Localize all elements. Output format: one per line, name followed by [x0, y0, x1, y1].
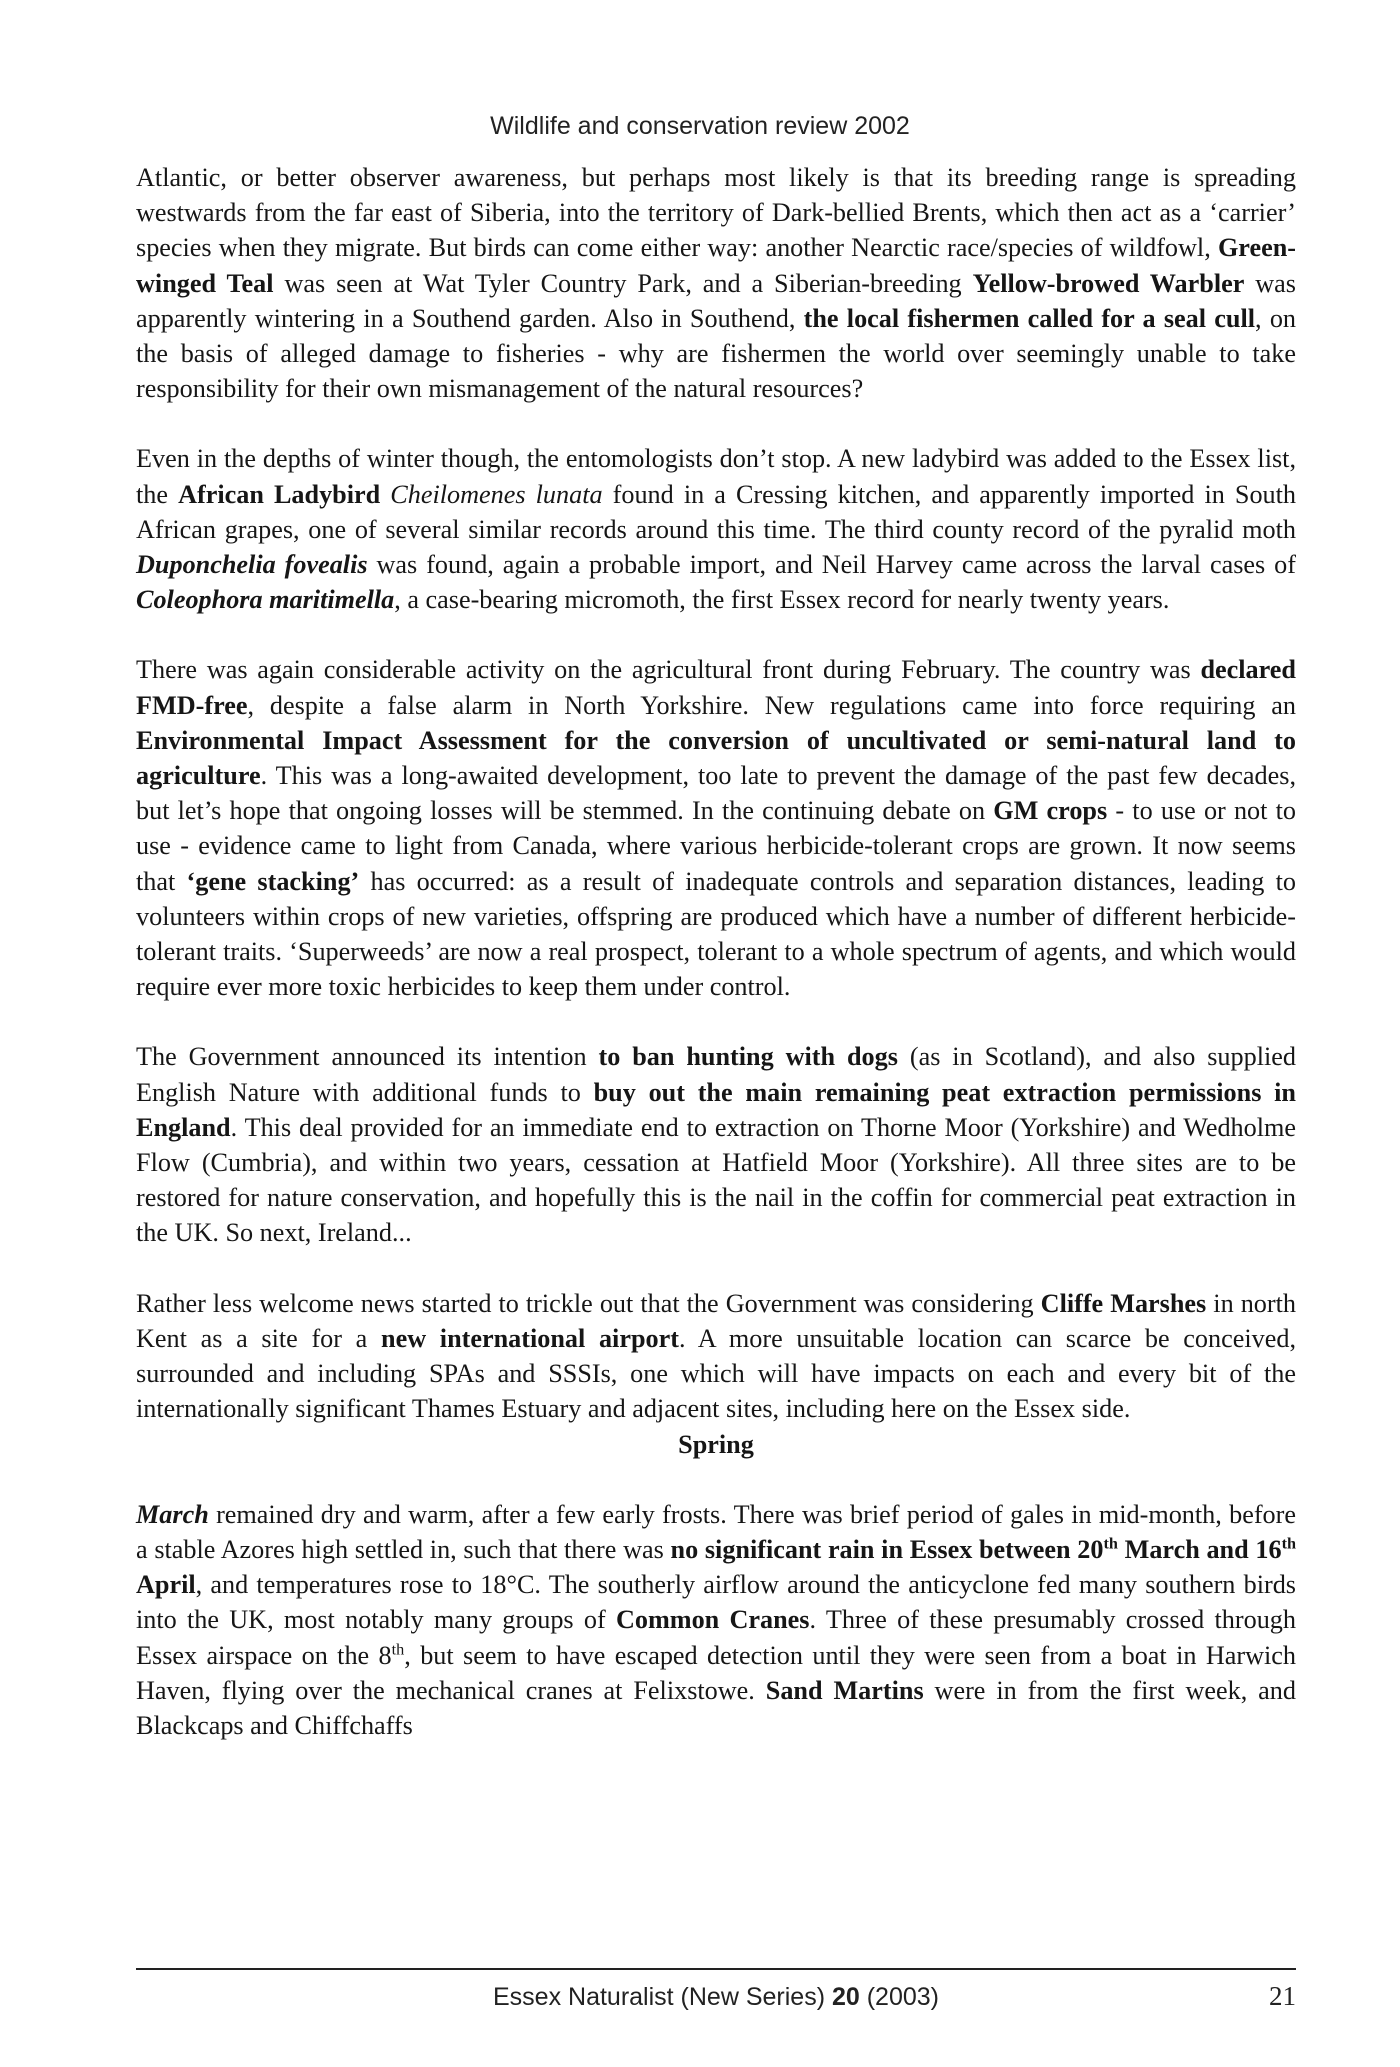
highlight-hunting-ban: to ban hunting with dogs: [598, 1042, 898, 1072]
species-sand-martins: Sand Martins: [765, 1675, 924, 1705]
highlight-eia: Environmental Impact Assessment for the conversion of uncultivated or semi-natural land to agriculture: [136, 725, 1296, 791]
highlight-airport: new international airport: [381, 1323, 679, 1353]
highlight-fmd-free: declared FMD-free: [136, 655, 1296, 720]
latin-name-cheilomenes: Cheilomenes lunata: [390, 479, 603, 509]
footer-rule: [136, 1968, 1296, 1970]
latin-name-duponchelia: Duponchelia fovealis: [136, 550, 368, 580]
species-african-ladybird: African Ladybird: [178, 479, 381, 509]
species-green-winged-teal: Green-winged Teal: [136, 233, 1296, 298]
running-header: Wildlife and conservation review 2002: [490, 112, 910, 140]
page-footer: [136, 1983, 1296, 2019]
paragraph-agriculture: There was again considerable activity on the agricultural front during February. The country was declared FMD-free, despite a false alarm in North Yorkshire. New regulations came into force requiring an Environmental Impact Assessment for the conversion of uncultivated or semi-natural land to agriculture. This was a long-awaited development, too late to prevent the damage of the past few decades, but let’s hope that ongoing losses will be stemmed. In the continuing debate on GM crops - to use or not to use - evidence came to light from Canada, where various herbicide-tolerant crops are grown. It now seems that ‘gene stacking’ has occurred: as a result of inadequate controls and separation distances, leading to volunteers within crops of new varieties, offspring are produced which have a number of different herbicide-tolerant traits. ‘Superweeds’ are now a real prospect, tolerant to a whole spectrum of agents, and which would require ever more toxic herbicides to keep them under control.: [136, 655, 1296, 1002]
month-march: March: [136, 1499, 209, 1529]
paragraph-airport: Rather less welcome news started to trickle out that the Government was considering Cliffe Marshes in north Kent as a site for a new international airport. A more unsuitable location can scarce be conceived, surrounded and including SPAs and SSSIs, one which will have impacts on each and every bit of the internationally significant Thames Estuary and adjacent sites, including here on the Essex side.: [136, 1288, 1296, 1424]
highlight-no-rain: no significant rain in Essex between 20th March and 16th April: [136, 1534, 1296, 1600]
journal-citation: Essex Naturalist (New Series) 20 (2003): [492, 1983, 939, 2011]
section-heading-spring: Spring: [678, 1429, 754, 1459]
latin-name-coleophora: Coleophora maritimella: [136, 585, 395, 615]
volume-number: 20: [831, 1983, 860, 2011]
highlight-gm-crops: GM crops: [993, 796, 1108, 826]
highlight-cliffe-marshes: Cliffe Marshes: [1040, 1288, 1207, 1318]
paragraph-hunting-peat: The Government announced its intention to ban hunting with dogs (as in Scotland), and also supplied English Nature with additional funds to buy out the main remaining peat extraction permissions in England. This deal provided for an immediate end to extraction on Thorne Moor (Yorkshire) and Wedholme Flow (Cumbria), and within two years, cessation at Hatfield Moor (Yorkshire). All three sites are to be restored for nature conservation, and hopefully this is the nail in the coffin for commercial peat extraction in the UK. So next, Ireland...: [136, 1042, 1296, 1248]
highlight-gene-stacking: ‘gene stacking’: [186, 866, 360, 896]
highlight-seal-cull: the local fishermen called for a seal cull: [803, 303, 1256, 333]
species-yellow-browed-warbler: Yellow-browed Warbler: [972, 268, 1245, 298]
species-common-cranes: Common Cranes: [615, 1605, 810, 1635]
page-number: 21: [1269, 1981, 1296, 2011]
paragraph-entomology: Even in the depths of winter though, the entomologists don’t stop. A new ladybird was added to the Essex list, the African Ladybird Cheilomenes lunata found in a Cressing kitchen, and apparently imported in South African grapes, one of several similar records around this time. The third county record of the pyralid moth Duponchelia fovealis was found, again a probable import, and Neil Harvey came across the larval cases of Coleophora maritimella, a case-bearing micromoth, the first Essex record for nearly twenty years.: [136, 444, 1297, 615]
body-text: [136, 160, 1296, 1743]
paragraph-brent-geese: Atlantic, or better observer awareness, but perhaps most likely is that its breeding range is spreading westwards from the far east of Siberia, into the territory of Dark-bellied Brents, which then act as a ‘carrier’ species when they migrate. But birds can come either way: another Nearctic race/species of wildfowl, Green-winged Teal was seen at Wat Tyler Country Park, and a Siberian-breeding Yellow-browed Warbler was apparently wintering in a Southend garden. Also in Southend, the local fishermen called for a seal cull, on the basis of alleged damage to fisheries - why are fishermen the world over seemingly unable to take responsibility for their own mismanagement of the natural resources?: [136, 163, 1297, 404]
paragraph-march: March remained dry and warm, after a few early frosts. There was brief period of gales in mid-month, before a stable Azores high settled in, such that there was no significant rain in Essex between 20th March and 16th April, and temperatures rose to 18°C. The southerly airflow around the anticyclone fed many southern birds into the UK, most notably many groups of Common Cranes. Three of these presumably crossed through Essex airspace on the 8th, but seem to have escaped detection until they were seen from a boat in Harwich Haven, flying over the mechanical cranes at Felixstowe. Sand Martins were in from the first week, and Blackcaps and Chiffchaffs: [136, 1499, 1296, 1740]
highlight-peat-extraction: buy out the main remaining peat extraction permissions in England: [136, 1077, 1296, 1142]
